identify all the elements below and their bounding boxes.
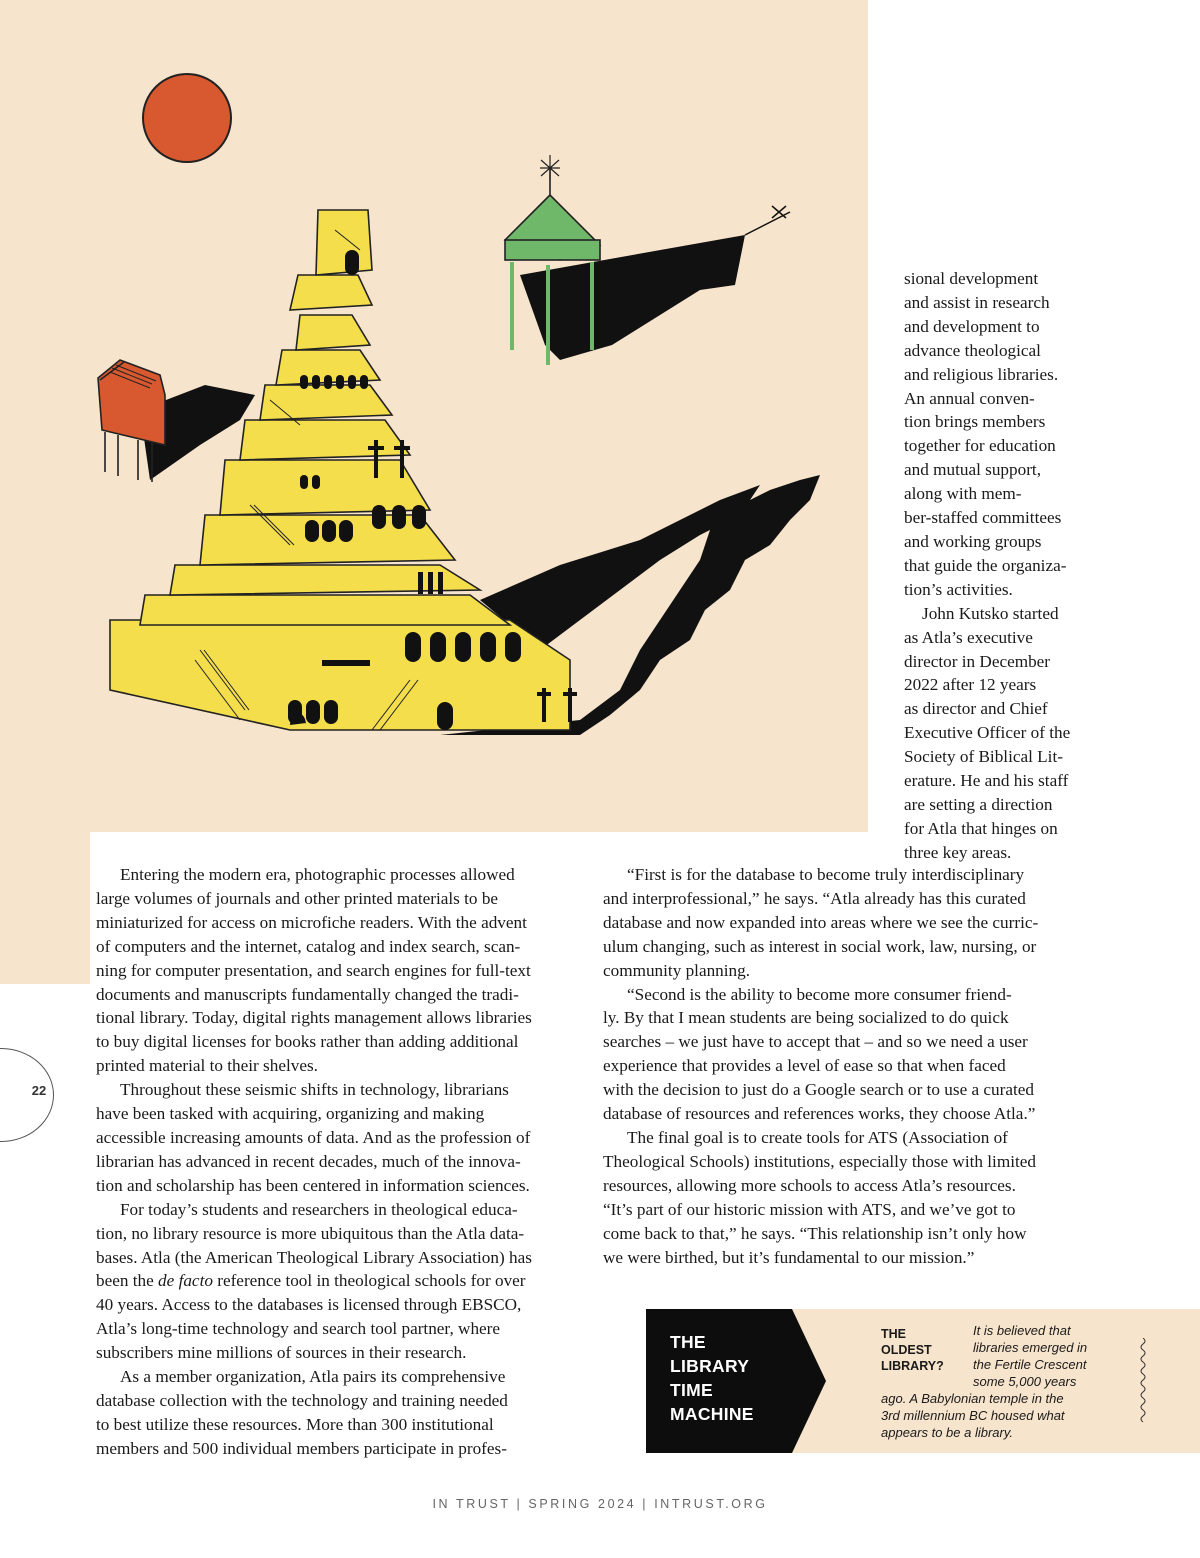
squiggle-icon — [1137, 1338, 1149, 1424]
paragraph — [96, 1365, 584, 1461]
sidebar-line: 2022 after 12 years — [904, 675, 1037, 695]
text-line: to best utilize these resources. More than 300 institutional — [96, 1414, 494, 1434]
text-line: Theological Schools) institutions, especially those with limited — [603, 1151, 1036, 1171]
callout-answer-line: 3rd millennium BC housed what — [881, 1408, 1065, 1423]
callout-answer-line: libraries emerged in — [973, 1340, 1088, 1355]
sidebar-line: as director and Chief — [904, 699, 1048, 719]
callout-answer-line: some 5,000 years — [973, 1374, 1077, 1389]
callout-question-line: THE — [881, 1327, 906, 1341]
sidebar-line: advance theological — [904, 340, 1041, 360]
text-line: accessible increasing amounts of data. And as the profession of — [96, 1127, 531, 1147]
sidebar-line: along with mem- — [904, 484, 1022, 504]
sidebar-line: and development to — [904, 316, 1040, 336]
text-line: For today’s students and researchers in theological educa- — [120, 1199, 518, 1219]
sidebar-line: An annual conven- — [904, 388, 1035, 408]
paragraph — [96, 1198, 584, 1365]
text-line: and interprofessional,” he says. “Atla already has this curated — [603, 888, 1026, 908]
text-line: database of resources and references works, they choose Atla.” — [603, 1104, 1036, 1124]
sidebar-line: Executive Officer of the — [904, 723, 1071, 743]
text-line: community planning. — [603, 960, 751, 980]
text-line: we were birthed, but it’s fundamental to our mission.” — [603, 1247, 975, 1267]
text-line: “It’s part of our historic mission with ATS, and we’ve got to — [603, 1199, 1016, 1219]
text-line: been the de facto reference tool in theological schools for over — [96, 1271, 526, 1291]
text-line: ly. By that I mean students are being socialized to do quick — [603, 1008, 1009, 1028]
text-line: printed material to their shelves. — [96, 1056, 318, 1076]
text-line: tion, no library resource is more ubiquitous than the Atla data- — [96, 1223, 525, 1243]
text-line: Throughout these seismic shifts in technology, librarians — [120, 1080, 509, 1100]
callout-answer-line: the Fertile Crescent — [973, 1357, 1087, 1372]
text-line: miniaturized for access on microfiche readers. With the advent — [96, 912, 527, 932]
sidebar-line: and working groups — [904, 531, 1042, 551]
text-line: come back to that,” he says. “This relationship isn’t only how — [603, 1223, 1027, 1243]
sidebar-line: together for education — [904, 436, 1056, 456]
callout-answer-line: ago. A Babylonian temple in the — [881, 1391, 1064, 1406]
text-line: tion and scholarship has been centered in information sciences. — [96, 1175, 530, 1195]
background-panel-extension — [0, 832, 90, 984]
callout-question-line: LIBRARY? — [881, 1359, 944, 1373]
sidebar-line: and religious libraries. — [904, 364, 1059, 384]
sidebar-line: tion brings members — [904, 412, 1046, 432]
footer: IN TRUST | SPRING 2024 | INTRUST.ORG — [432, 1497, 768, 1511]
sidebar-line: and assist in research — [904, 292, 1050, 312]
sidebar-line: as Atla’s executive — [904, 627, 1033, 647]
callout-answer-line: appears to be a library. — [881, 1425, 1013, 1440]
italic-term: de facto — [158, 1271, 213, 1291]
text-line: tional library. Today, digital rights management allows libraries — [96, 1008, 532, 1028]
sidebar-line: director in December — [904, 651, 1051, 671]
text-line: ulum changing, such as interest in social work, law, nursing, or — [603, 936, 1037, 956]
sidebar-line: for Atla that hinges on — [904, 818, 1058, 838]
text-line: The final goal is to create tools for ATS (Association of — [627, 1127, 1008, 1147]
left-column — [96, 863, 584, 1461]
sidebar-line: sional development — [904, 269, 1039, 288]
sidebar-line: ber-staffed committees — [904, 508, 1062, 528]
paragraph — [603, 863, 1091, 983]
text-line: with the decision to just do a Google search or to use a curated — [603, 1080, 1034, 1100]
sidebar-line: Society of Biblical Lit- — [904, 747, 1063, 767]
text-line: ning for computer presentation, and search engines for full-text — [96, 960, 531, 980]
yellow-tower — [110, 210, 577, 730]
sidebar-line: three key areas. — [904, 842, 1012, 862]
text-line: Entering the modern era, photographic processes allowed — [120, 865, 515, 884]
text-line: As a member organization, Atla pairs its comprehensive — [120, 1367, 506, 1387]
text-line: “First is for the database to become truly interdisciplinary — [627, 865, 1025, 884]
text-line: experience that provides a level of ease so that when faced — [603, 1056, 1006, 1076]
text-line: subscribers mine millions of sources in their research. — [96, 1343, 467, 1363]
text-line: documents and manuscripts fundamentally changed the tradi- — [96, 984, 519, 1004]
sidebar-line: erature. He and his staff — [904, 771, 1069, 791]
sidebar-line: John Kutsko started — [922, 603, 1059, 623]
callout-title-line: LIBRARY — [670, 1356, 750, 1376]
text-line: large volumes of journals and other printed materials to be — [96, 888, 499, 908]
paragraph — [603, 983, 1091, 1126]
paragraph — [96, 863, 584, 1078]
text-line: resources, allowing more schools to access Atla’s resources. — [603, 1175, 1016, 1195]
text-line: have been tasked with acquiring, organizing and making — [96, 1104, 485, 1124]
text-line: database and now expanded into areas where we see the curric- — [603, 912, 1039, 932]
sidebar-column — [904, 267, 1094, 865]
page-number: 22 — [31, 1083, 47, 1098]
callout-answer-line: It is believed that — [973, 1323, 1071, 1338]
callout-title-line: THE — [670, 1332, 706, 1352]
text-line: 40 years. Access to the databases is licensed through EBSCO, — [96, 1295, 522, 1315]
callout-answer-bottom — [881, 1390, 1121, 1441]
text-line: of computers and the internet, catalog and index search, scan- — [96, 936, 521, 956]
sidebar-line: that guide the organiza- — [904, 555, 1067, 575]
callout-question — [881, 1326, 969, 1374]
text-line: database collection with the technology and training needed — [96, 1390, 508, 1410]
callout-question-line: OLDEST — [881, 1343, 932, 1357]
callout-title-line: TIME — [670, 1380, 714, 1400]
sidebar-line: are setting a direction — [904, 794, 1053, 814]
text-line: Atla’s long-time technology and search tool partner, where — [96, 1319, 501, 1339]
sidebar-line: and mutual support, — [904, 460, 1042, 480]
text-line: members and 500 individual members participate in profes- — [96, 1438, 507, 1458]
tower-illustration — [0, 0, 868, 832]
text-line: librarian has advanced in recent decades, much of the innova- — [96, 1151, 521, 1171]
text-line: “Second is the ability to become more consumer friend- — [627, 984, 1012, 1004]
paragraph — [603, 1126, 1091, 1269]
paragraph — [96, 1078, 584, 1198]
sidebar-line: tion’s activities. — [904, 579, 1013, 599]
sun-icon — [143, 74, 231, 162]
callout-title-line: MACHINE — [670, 1404, 754, 1424]
text-line: to buy digital licenses for books rather than adding additional — [96, 1032, 519, 1052]
text-line: searches – we just have to accept that – and so we need a user — [603, 1032, 1028, 1052]
callout-title — [670, 1330, 800, 1426]
text-line: bases. Atla (the American Theological Library Association) has — [96, 1247, 532, 1267]
right-column — [603, 863, 1091, 1269]
callout-answer-top — [973, 1322, 1123, 1390]
